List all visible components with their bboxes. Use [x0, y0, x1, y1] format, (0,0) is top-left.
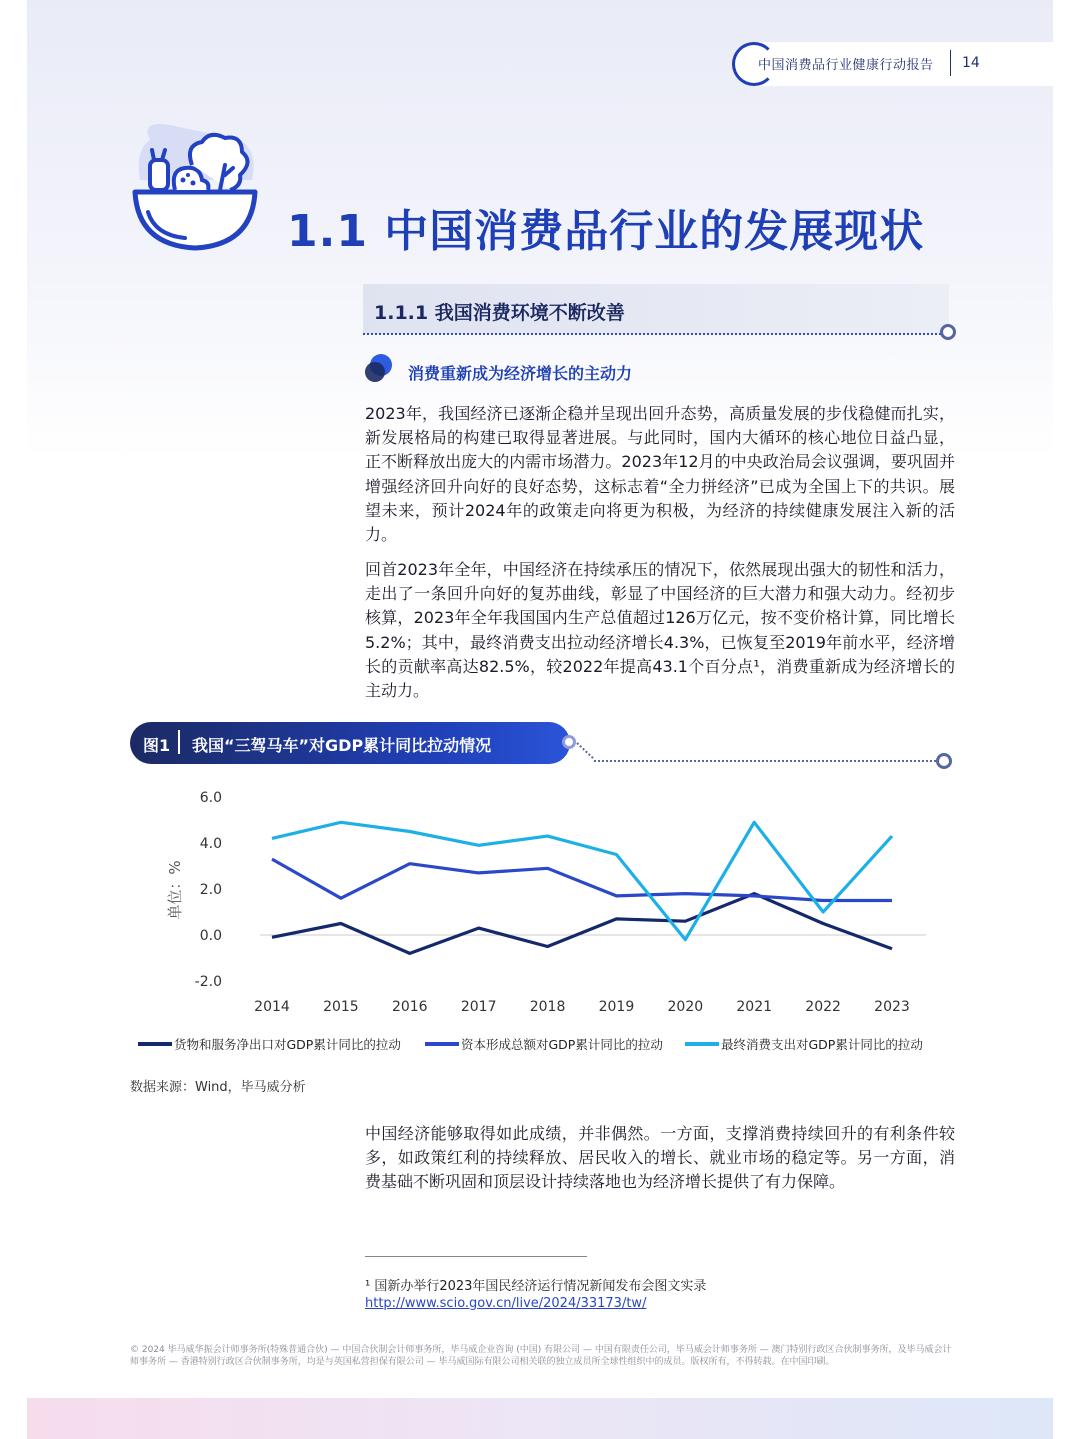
- footnote-rule: [365, 1256, 587, 1257]
- footnote-text: ¹ 国新办举行2023年国民经济运行情况新闻发布会图文实录: [365, 1279, 707, 1294]
- y-tick-label: 2.0: [199, 882, 222, 898]
- x-tick-label: 2021: [736, 999, 773, 1015]
- page-number: 14: [962, 55, 980, 71]
- figure-connector-dots: [576, 742, 596, 760]
- x-tick-label: 2022: [805, 999, 841, 1015]
- legend-label: 资本形成总额对GDP累计同比的拉动: [461, 1037, 663, 1052]
- subsection-ring-icon: [940, 324, 956, 340]
- figure-title: 我国“三驾马车”对GDP累计同比拉动情况: [192, 736, 492, 755]
- figure-label: 图1: [143, 736, 171, 755]
- bullet-heading: 消费重新成为经济增长的主动力: [408, 364, 633, 383]
- x-tick-label: 2016: [391, 999, 428, 1015]
- paragraph-1: 2023年，我国经济已逐渐企稳并呈现出回升态势，高质量发展的步伐稳健而扎实，新发展格局的构建已取得显著进展。与此同时，国内大循环的核心地位日益凸显，正不断释放出庞大的内需市场潜力。2023年12月的中央政治局会议强调，要巩固并增强经济回升向好的良好态势，这标志着“全力拼经济”已成为全国上下的共识。展望未来，预计2024年的政策走向将更为积极，为经济的持续健康发展注入新的活力。: [365, 404, 955, 545]
- salad-bowl-icon: [130, 120, 260, 255]
- subsection-dotted-line: [363, 333, 941, 335]
- report-title: 中国消费品行业健康行动报告: [758, 58, 934, 73]
- legend-label: 货物和服务净出口对GDP累计同比的拉动: [174, 1037, 401, 1052]
- data-source: 数据来源：Wind，毕马威分析: [130, 1080, 306, 1095]
- series-line-1: [272, 894, 892, 954]
- section-title: 1.1 中国消费品行业的发展现状: [287, 206, 925, 257]
- x-tick-label: 2018: [529, 999, 566, 1015]
- y-tick-label: 4.0: [199, 836, 222, 852]
- y-tick-label: 6.0: [199, 790, 222, 806]
- x-tick-label: 2014: [254, 999, 290, 1015]
- bottom-gradient-strip: [27, 1398, 1053, 1439]
- footnote-link[interactable]: http://www.scio.gov.cn/live/2024/33173/tw/: [365, 1296, 647, 1311]
- figure-ring-icon-left: [562, 735, 576, 749]
- paragraph-2: 回首2023年全年，中国经济在持续承压的情况下，依然展现出强大的韧性和活力，走出了一条回升向好的复苏曲线，彰显了中国经济的巨大潜力和强大动力。经初步核算，2023年全年我国国内生产总值超过126万亿元，按不变价格计算，同比增长5.2%；其中，最终消费支出拉动经济增长4.3%，已恢复至2019年前水平，经济增长的贡献率高达82.5%，较2022年提高43.1个百分点¹，消费重新成为经济增长的主动力。: [365, 560, 955, 701]
- y-tick-label: 0.0: [199, 928, 222, 944]
- header-divider: [950, 50, 951, 76]
- x-tick-label: 2019: [598, 999, 635, 1015]
- x-tick-label: 2015: [323, 999, 359, 1015]
- figure-ring-icon-right: [936, 753, 952, 769]
- figure-label-divider: [178, 730, 180, 754]
- line-chart: [130, 780, 960, 1070]
- y-tick-label: -2.0: [194, 974, 222, 990]
- x-tick-label: 2020: [667, 999, 704, 1015]
- copyright-notice: © 2024 毕马威华振会计师事务所(特殊普通合伙) — 中国合伙制会计师事务所，毕马威企业咨询 (中国) 有限公司 — 中国有限责任公司，毕马威会计师事务所 — 澳门特别行政区合伙制事务所，及毕马威会计师事务所 — 香港特别行政区合伙制事务所，均是与英国私营担保有限公司 — 毕马威国际有限公司相关联的独立成员所全球性组织中的成员。版权所有，不得转载。在中国印刷。: [130, 1345, 952, 1367]
- figure-dotted-line: [594, 760, 936, 762]
- subsection-title: 1.1.1 我国消费环境不断改善: [374, 302, 625, 324]
- bullet-circles-icon: [363, 353, 393, 383]
- x-tick-label: 2017: [460, 999, 497, 1015]
- legend-label: 最终消费支出对GDP累计同比的拉动: [721, 1037, 923, 1052]
- x-tick-label: 2023: [874, 999, 910, 1015]
- y-axis-label: 单位：%: [166, 860, 184, 920]
- paragraph-3: 中国经济能够取得如此成绩，并非偶然。一方面，支撑消费持续回升的有利条件较多，如政策红利的持续释放、居民收入的增长、就业市场的稳定等。另一方面，消费基础不断巩固和顶层设计持续落地也为经济增长提供了有力保障。: [365, 1124, 955, 1192]
